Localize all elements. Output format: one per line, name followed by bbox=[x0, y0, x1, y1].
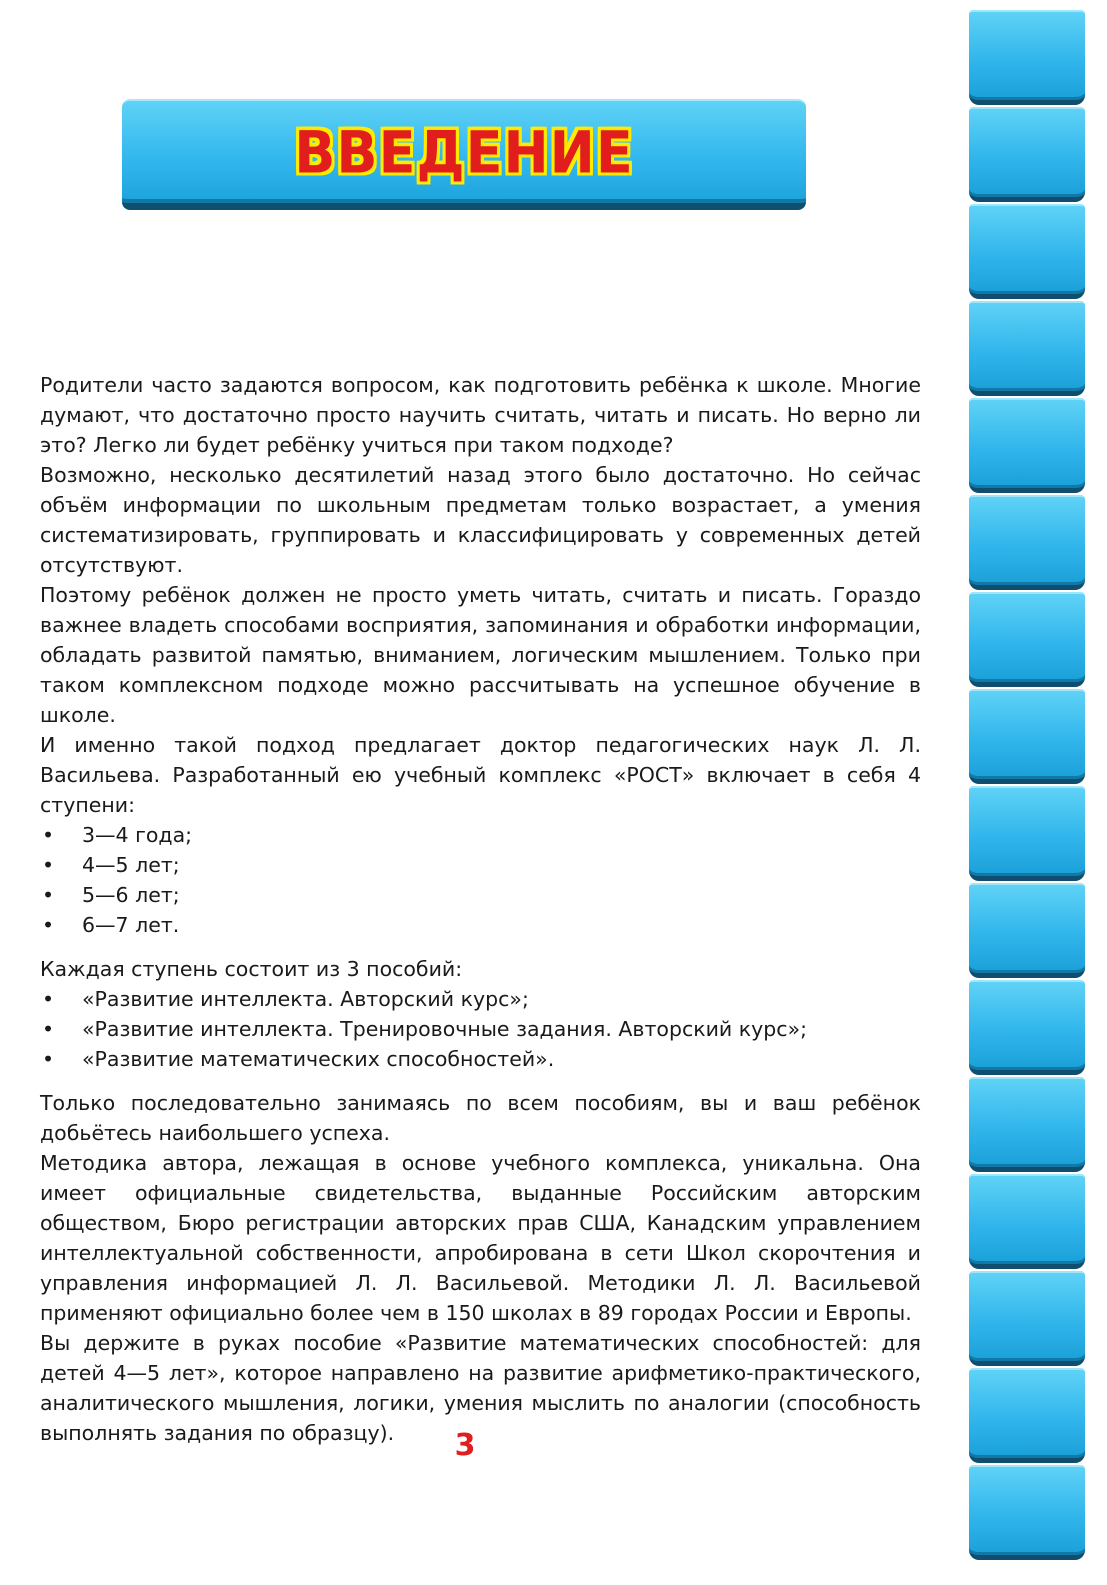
page-title: ВВЕДЕНИЕ bbox=[294, 117, 634, 187]
side-tile bbox=[969, 1368, 1085, 1463]
books-list bbox=[40, 984, 921, 1074]
paragraph: Вы держите в руках пособие «Развитие математических способностей: для детей 4—5 лет», которое направлено на развитие арифметико-практического, аналитического мышления, логики, умения мыслить по аналогии (способность выполнять задания по образцу). bbox=[40, 1331, 921, 1445]
side-tile bbox=[969, 495, 1085, 590]
paragraph: Методика автора, лежащая в основе учебного комплекса, уникальна. Она имеет официальные свидетельства, выданные Российским авторским обществом, Бюро регистрации авторских прав США, Канадским управлением интеллектуальной собственности, апробирована в сети Школ скорочтения и управления информацией Л. Л. Васильевой. Методики Л. Л. Васильевой применяют официально более чем в 150 школах в 89 городах России и Европы. bbox=[40, 1151, 921, 1325]
list-item: • «Развитие интеллекта. Авторский курс»; bbox=[40, 984, 921, 1014]
side-tile bbox=[969, 1174, 1085, 1269]
side-tile bbox=[969, 107, 1085, 202]
list-item: • 5—6 лет; bbox=[40, 880, 921, 910]
side-tile bbox=[969, 1271, 1085, 1366]
paragraph: И именно такой подход предлагает доктор педагогических наук Л. Л. Васильева. Разработанный ею учебный комплекс «РОСТ» включает в себя 4 ступени: bbox=[40, 733, 921, 817]
list-item: • «Развитие интеллекта. Тренировочные задания. Авторский курс»; bbox=[40, 1014, 921, 1044]
side-tile bbox=[969, 786, 1085, 881]
main-content bbox=[40, 370, 921, 1448]
list-item: • «Развитие математических способностей». bbox=[40, 1044, 921, 1074]
side-tile bbox=[969, 689, 1085, 784]
side-tile bbox=[969, 592, 1085, 687]
side-tile bbox=[969, 10, 1085, 105]
paragraph: Поэтому ребёнок должен не просто уметь читать, считать и писать. Гораздо важнее владеть способами восприятия, запоминания и обработки информации, обладать развитой памятью, вниманием, логическим мышлением. Только при таком комплексном подходе можно рассчитывать на успешное обучение в школе. bbox=[40, 583, 921, 727]
side-tile bbox=[969, 1465, 1085, 1560]
title-banner bbox=[122, 99, 806, 210]
side-tile bbox=[969, 1077, 1085, 1172]
list-item: • 4—5 лет; bbox=[40, 850, 921, 880]
paragraph: Только последовательно занимаясь по всем пособиям, вы и ваш ребёнок добьётесь наибольшего успеха. bbox=[40, 1091, 921, 1145]
side-tile bbox=[969, 398, 1085, 493]
list-item: • 6—7 лет. bbox=[40, 910, 921, 940]
age-steps-list bbox=[40, 820, 921, 940]
paragraph: Родители часто задаются вопросом, как подготовить ребёнка к школе. Многие думают, что достаточно просто научить считать, читать и писать. Но верно ли это? Легко ли будет ребёнку учиться при таком подходе? bbox=[40, 373, 921, 457]
paragraph: Возможно, несколько десятилетий назад этого было достаточно. Но сейчас объём информации по школьным предметам только возрастает, а умения систематизировать, группировать и классифицировать у современных детей отсутствуют. bbox=[40, 463, 921, 577]
side-tile bbox=[969, 301, 1085, 396]
books-intro: Каждая ступень состоит из 3 пособий: bbox=[40, 957, 463, 981]
list-item: • 3—4 года; bbox=[40, 820, 921, 850]
side-tile bbox=[969, 204, 1085, 299]
side-tile bbox=[969, 883, 1085, 978]
side-decoration-strip bbox=[969, 10, 1085, 1560]
page-number: 3 bbox=[454, 1428, 476, 1463]
side-tile bbox=[969, 980, 1085, 1075]
